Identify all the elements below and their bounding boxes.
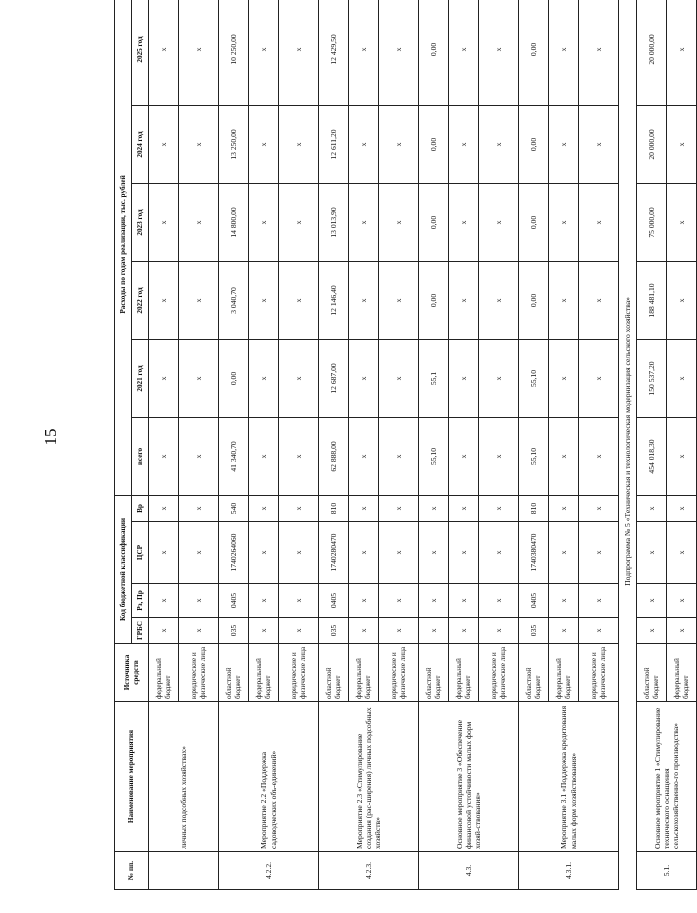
cell-y2021: 55,10 [519,339,549,417]
cell-y2025: х [349,0,379,105]
cell-y2023: 0,00 [419,183,449,261]
cell-total: х [479,417,519,495]
cell-y2024: х [449,105,479,183]
cell-y2025: х [249,0,279,105]
table-row [319,0,349,890]
cell-y2023: х [279,183,319,261]
cell-csr: х [419,522,449,584]
cell-vr: х [637,495,667,521]
measure-name: Мероприятие 3.1 «Поддержка кредитования малых форм хозяйствования» [519,702,619,852]
cell-y2021: х [349,339,379,417]
header-rzpr: Рз, Пр [132,584,149,618]
cell-rzpr: 0405 [219,584,249,618]
subprogram-title: Подпрограмма № 5 «Техническая и технологическая модернизация сельского хозяйства» [619,0,637,890]
cell-y2024: х [149,105,179,183]
cell-rzpr: х [419,584,449,618]
cell-vr: х [549,495,579,521]
cell-y2022: 0,00 [419,261,449,339]
cell-y2022: 0,00 [519,261,549,339]
cell-grbs: х [379,618,419,644]
cell-grbs: х [349,618,379,644]
funding-source: федеральный бюджет [667,644,697,702]
cell-y2024: х [179,105,219,183]
cell-y2024: 0,00 [419,105,449,183]
cell-y2025: х [449,0,479,105]
table-body [149,0,697,890]
cell-rzpr: х [179,584,219,618]
cell-y2025: х [579,0,619,105]
cell-total: х [667,417,697,495]
cell-y2024: 13 250,00 [219,105,249,183]
cell-rzpr: х [637,584,667,618]
row-number: 5.1. [637,852,697,890]
cell-csr: х [579,522,619,584]
cell-y2025: 10 250,00 [219,0,249,105]
cell-vr: х [249,495,279,521]
table-row [519,0,549,890]
funding-source: областной бюджет [637,644,667,702]
cell-grbs: 035 [219,618,249,644]
row-number: 4.2.3. [319,852,419,890]
cell-csr: 1740280470 [319,522,349,584]
header-name: Наименование мероприятия [115,702,149,852]
cell-y2024: х [579,105,619,183]
cell-y2022: х [349,261,379,339]
cell-grbs: х [449,618,479,644]
cell-y2025: х [149,0,179,105]
funding-source: юридические и физические лица [579,644,619,702]
cell-total: х [379,417,419,495]
cell-y2021: х [179,339,219,417]
cell-vr: 810 [519,495,549,521]
cell-y2024: 0,00 [519,105,549,183]
cell-y2024: х [249,105,279,183]
cell-vr: х [667,495,697,521]
cell-y2021: х [149,339,179,417]
header-csr: ЦСР [132,522,149,584]
header-vr: Вр [132,495,149,521]
cell-vr: х [479,495,519,521]
cell-grbs: х [179,618,219,644]
cell-y2024: х [549,105,579,183]
cell-grbs: х [579,618,619,644]
cell-y2025: 0,00 [519,0,549,105]
header-num: № пп. [115,852,149,890]
cell-total: 55,10 [419,417,449,495]
cell-y2023: х [579,183,619,261]
cell-grbs: 035 [519,618,549,644]
cell-vr: х [449,495,479,521]
cell-y2022: 3 040,70 [219,261,249,339]
header-2024: 2024 год [132,105,149,183]
cell-grbs: 035 [319,618,349,644]
cell-csr: х [179,522,219,584]
cell-total: х [279,417,319,495]
cell-rzpr: 0405 [319,584,349,618]
header-budget-code: Код бюджетной классификации [115,495,132,643]
cell-y2021: х [667,339,697,417]
header-2021: 2021 год [132,339,149,417]
cell-rzpr: х [549,584,579,618]
measure-name: Мероприятие 2.3 «Стимулирование создания (рас-ширения) личных подсобных хозяйств» [319,702,419,852]
cell-total: х [349,417,379,495]
header-2025: 2025 год [132,0,149,105]
cell-y2022: х [249,261,279,339]
budget-table [114,0,697,890]
cell-total: 454 018,30 [637,417,667,495]
measure-name: личных подсобных хозяйствах» [149,702,219,852]
cell-y2024: 20 000,00 [637,105,667,183]
cell-y2023: х [479,183,519,261]
cell-csr: х [637,522,667,584]
funding-source: областной бюджет [419,644,449,702]
cell-y2021: х [379,339,419,417]
cell-csr: х [149,522,179,584]
cell-total: 41 340,70 [219,417,249,495]
cell-vr: х [419,495,449,521]
cell-y2022: х [479,261,519,339]
cell-rzpr: 0405 [519,584,549,618]
cell-y2023: 75 000,00 [637,183,667,261]
measure-name: Основное мероприятие 1 «Стимулирование технического оснащения сельскохозяйственно-го производства» [637,702,697,852]
cell-csr: х [249,522,279,584]
cell-vr: х [149,495,179,521]
cell-y2024: х [479,105,519,183]
cell-total: х [249,417,279,495]
funding-source: федеральный бюджет [349,644,379,702]
cell-y2021: 12 687,00 [319,339,349,417]
measure-name: Основное мероприятие 3 «Обеспечение финансовой устойчивости малых форм хозяй-ствования» [419,702,519,852]
cell-y2025: 12 429,50 [319,0,349,105]
cell-y2025: 0,00 [419,0,449,105]
table-row [219,0,249,890]
cell-y2023: 14 800,00 [219,183,249,261]
header-source: Источника средств [115,644,149,702]
cell-y2022: х [579,261,619,339]
cell-y2025: х [279,0,319,105]
funding-source: федеральный бюджет [449,644,479,702]
cell-y2022: х [179,261,219,339]
cell-y2025: х [379,0,419,105]
cell-total: 55,10 [519,417,549,495]
cell-rzpr: х [279,584,319,618]
cell-y2025: х [667,0,697,105]
funding-source: федеральный бюджет [549,644,579,702]
cell-total: х [179,417,219,495]
cell-y2023: х [549,183,579,261]
cell-y2021: 55,1 [419,339,449,417]
cell-y2024: х [667,105,697,183]
cell-y2022: х [667,261,697,339]
cell-y2023: х [349,183,379,261]
funding-source: юридические и физические лица [479,644,519,702]
rotated-table-region [0,2,690,902]
cell-csr: х [449,522,479,584]
row-number: 4.3. [419,852,519,890]
cell-y2021: х [549,339,579,417]
page-number: 15 [41,428,60,446]
cell-csr: х [667,522,697,584]
cell-vr: 810 [319,495,349,521]
cell-y2021: х [479,339,519,417]
cell-y2023: х [667,183,697,261]
cell-csr: 1740264060 [219,522,249,584]
cell-y2021: х [279,339,319,417]
header-total: всего [132,417,149,495]
cell-grbs: х [549,618,579,644]
header-expenses: Расходы по годам реализации, тыс. рублей [115,0,132,495]
cell-grbs: х [419,618,449,644]
cell-y2022: х [449,261,479,339]
funding-source: федеральный бюджет [149,644,179,702]
cell-y2023: 13 013,90 [319,183,349,261]
cell-rzpr: х [579,584,619,618]
cell-csr: х [279,522,319,584]
cell-csr: х [479,522,519,584]
row-number: 4.2.2. [219,852,319,890]
cell-y2022: х [379,261,419,339]
funding-source: областной бюджет [219,644,249,702]
cell-rzpr: х [349,584,379,618]
cell-y2023: 0,00 [519,183,549,261]
cell-y2022: 12 146,40 [319,261,349,339]
header-grbs: ГРБС [132,618,149,644]
cell-csr: х [379,522,419,584]
cell-vr: х [349,495,379,521]
cell-total: х [149,417,179,495]
row-number [149,852,219,890]
cell-vr: х [279,495,319,521]
cell-total: х [549,417,579,495]
cell-y2023: х [379,183,419,261]
cell-y2022: х [549,261,579,339]
cell-y2021: х [449,339,479,417]
cell-rzpr: х [249,584,279,618]
table-row [637,0,667,890]
funding-source: федеральный бюджет [249,644,279,702]
cell-y2024: 12 611,20 [319,105,349,183]
funding-source: областной бюджет [319,644,349,702]
funding-source: областной бюджет [519,644,549,702]
subprogram-row [619,0,637,890]
funding-source: юридические и физические лица [179,644,219,702]
measure-name: Мероприятие 2.2 «Поддержка садоводческих объ-единений» [219,702,319,852]
cell-grbs: х [667,618,697,644]
cell-y2022: 188 481,10 [637,261,667,339]
cell-csr: х [349,522,379,584]
cell-y2025: 20 000,00 [637,0,667,105]
cell-y2025: х [179,0,219,105]
cell-y2023: х [179,183,219,261]
cell-grbs: х [279,618,319,644]
header-2023: 2023 год [132,183,149,261]
row-number: 4.3.1. [519,852,619,890]
cell-vr: х [379,495,419,521]
cell-y2021: х [249,339,279,417]
cell-y2025: х [549,0,579,105]
cell-vr: х [579,495,619,521]
cell-y2023: х [249,183,279,261]
cell-y2021: 0,00 [219,339,249,417]
cell-y2025: х [479,0,519,105]
table-row [419,0,449,890]
cell-y2022: х [279,261,319,339]
cell-grbs: х [149,618,179,644]
cell-y2024: х [279,105,319,183]
cell-rzpr: х [149,584,179,618]
cell-y2021: 150 537,20 [637,339,667,417]
cell-rzpr: х [379,584,419,618]
cell-y2023: х [149,183,179,261]
cell-y2024: х [349,105,379,183]
cell-grbs: х [479,618,519,644]
cell-rzpr: х [479,584,519,618]
cell-y2021: х [579,339,619,417]
cell-grbs: х [249,618,279,644]
cell-rzpr: х [667,584,697,618]
cell-total: х [579,417,619,495]
cell-y2023: х [449,183,479,261]
cell-grbs: х [637,618,667,644]
cell-csr: х [549,522,579,584]
cell-total: 62 888,00 [319,417,349,495]
cell-vr: 540 [219,495,249,521]
funding-source: юридические и физические лица [379,644,419,702]
cell-vr: х [179,495,219,521]
funding-source: юридические и физические лица [279,644,319,702]
table-row [149,0,179,890]
cell-total: х [449,417,479,495]
header-2022: 2022 год [132,261,149,339]
cell-rzpr: х [449,584,479,618]
cell-y2022: х [149,261,179,339]
cell-csr: 1740380470 [519,522,549,584]
cell-y2024: х [379,105,419,183]
